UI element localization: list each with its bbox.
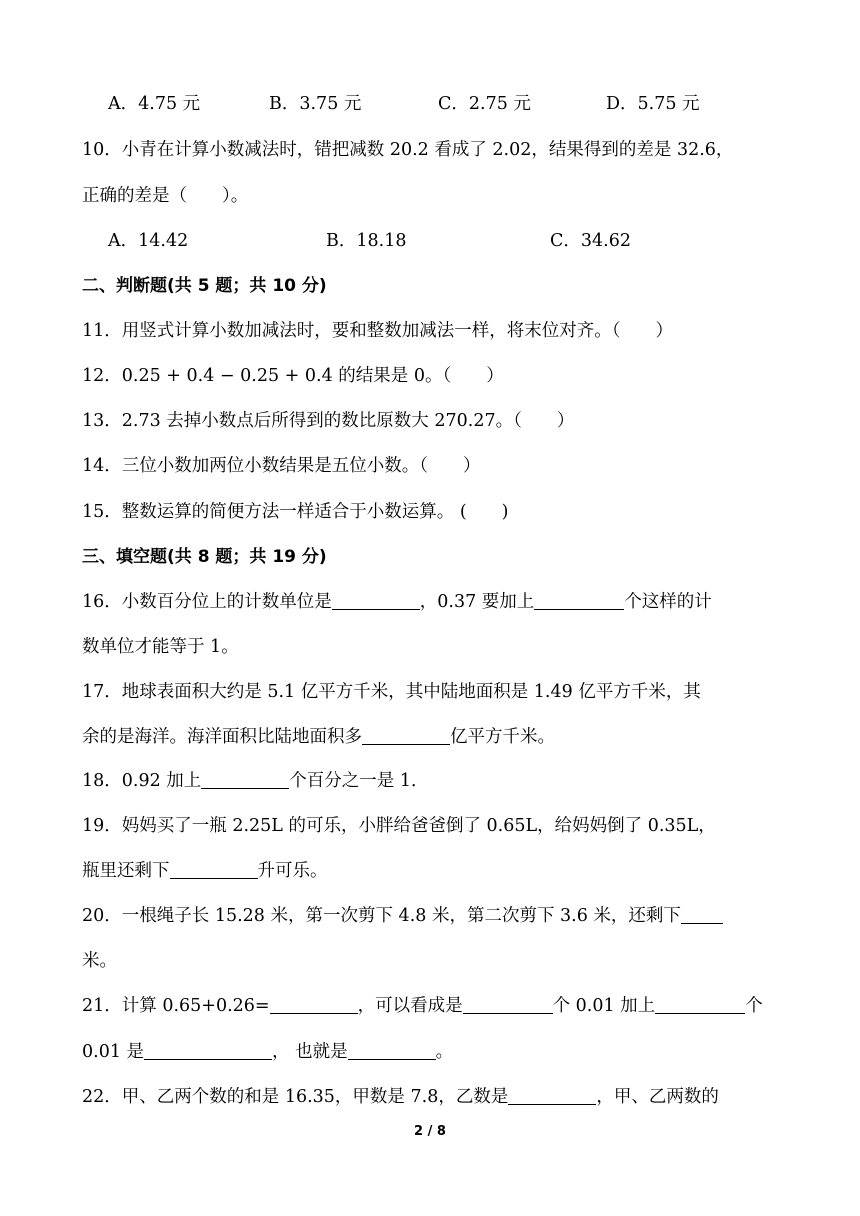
q17-line1: 17．地球表面积大约是 5.1 亿平方千米，其中陆地面积是 1.49 亿平方千米，其 <box>82 682 701 702</box>
q18-text-b: 个百分之一是 1． <box>289 771 429 791</box>
q21-text-d: 个 <box>745 996 763 1016</box>
q21-text-b: ，可以看成是 <box>357 996 463 1016</box>
q21-text-f: ， 也就是 <box>272 1042 348 1062</box>
section3-heading: 三、填空题(共 8 题；共 19 分) <box>82 547 327 567</box>
q16-line1 <box>82 590 800 614</box>
answer-blank[interactable] <box>463 995 553 1014</box>
q21-text-a: 21．计算 0.65+0.26= <box>82 996 270 1016</box>
answer-blank[interactable] <box>681 905 723 924</box>
q16-line2: 数单位才能等于 1。 <box>82 637 239 657</box>
q19-text-b: 升可乐。 <box>257 861 328 881</box>
q16-text-b: ，0.37 要加上 <box>419 592 535 612</box>
answer-blank[interactable] <box>655 995 745 1014</box>
q11: 11．用竖式计算小数加减法时，要和整数加减法一样，将末位对齐。（ ） <box>82 321 674 341</box>
q16-text-a: 16．小数百分位上的计数单位是 <box>82 592 332 612</box>
q15: 15．整数运算的简便方法一样适合于小数运算。 ( ) <box>82 502 509 522</box>
q19-line2 <box>82 859 800 883</box>
answer-blank[interactable] <box>170 860 258 879</box>
q21-text-g: 。 <box>435 1042 454 1062</box>
q20-line1 <box>82 904 800 928</box>
q9-option-d: D．5.75 元 <box>606 94 700 114</box>
answer-blank[interactable] <box>270 995 358 1014</box>
q21-line1 <box>82 994 800 1018</box>
answer-blank[interactable] <box>332 591 420 610</box>
answer-blank[interactable] <box>362 726 450 745</box>
q19-line1: 19．妈妈买了一瓶 2.25L 的可乐，小胖给爸爸倒了 0.65L，给妈妈倒了 0.35L， <box>82 816 716 836</box>
q18-text-a: 18．0.92 加上 <box>82 771 202 791</box>
q10-line2: 正确的差是（ ）。 <box>82 186 249 206</box>
q9-option-c: C．2.75 元 <box>438 94 531 114</box>
q17-text-b: 亿平方千米。 <box>450 727 555 747</box>
q10-option-b: B．18.18 <box>326 231 407 251</box>
q22-text-a: 22．甲、乙两个数的和是 16.35，甲数是 7.8，乙数是 <box>82 1087 509 1107</box>
q21-text-c: 个 0.01 加上 <box>552 996 656 1016</box>
q21-text-e: 0.01 是 <box>82 1042 145 1062</box>
answer-blank[interactable] <box>201 770 289 789</box>
answer-blank[interactable] <box>534 591 624 610</box>
section2-heading: 二、判断题(共 5 题；共 10 分) <box>82 276 327 296</box>
q10-option-a: A．14.42 <box>108 231 189 251</box>
q17-text-a: 余的是海洋。海洋面积比陆地面积多 <box>82 727 362 747</box>
q21-line2 <box>82 1040 800 1064</box>
q9-option-a: A．4.75 元 <box>108 94 201 114</box>
answer-blank[interactable] <box>144 1041 272 1060</box>
q17-line2 <box>82 725 800 749</box>
q9-option-b: B．3.75 元 <box>269 94 362 114</box>
q13: 13．2.73 去掉小数点后所得到的数比原数大 270.27。（ ） <box>82 411 575 431</box>
q22-line1 <box>82 1085 800 1109</box>
q18 <box>82 769 800 793</box>
answer-blank[interactable] <box>348 1041 436 1060</box>
q14: 14．三位小数加两位小数结果是五位小数。（ ） <box>82 456 481 476</box>
q20-line2: 米。 <box>82 951 117 971</box>
q12: 12．0.25 + 0.4 − 0.25 + 0.4 的结果是 0。（ ） <box>82 366 504 386</box>
q22-text-b: ，甲、乙两数的 <box>596 1087 719 1107</box>
q10-line1: 10．小青在计算小数减法时，错把减数 20.2 看成了 2.02，结果得到的差是 32.6， <box>82 140 734 160</box>
answer-blank[interactable] <box>508 1086 596 1105</box>
page-number: 2 / 8 <box>414 1124 446 1139</box>
q20-text-a: 20．一根绳子长 15.28 米，第一次剪下 4.8 米，第二次剪下 3.6 米，还剩下 <box>82 906 681 926</box>
q19-text-a: 瓶里还剩下 <box>82 861 170 881</box>
q10-option-c: C．34.62 <box>550 231 631 251</box>
q16-text-c: 个这样的计 <box>624 592 712 612</box>
